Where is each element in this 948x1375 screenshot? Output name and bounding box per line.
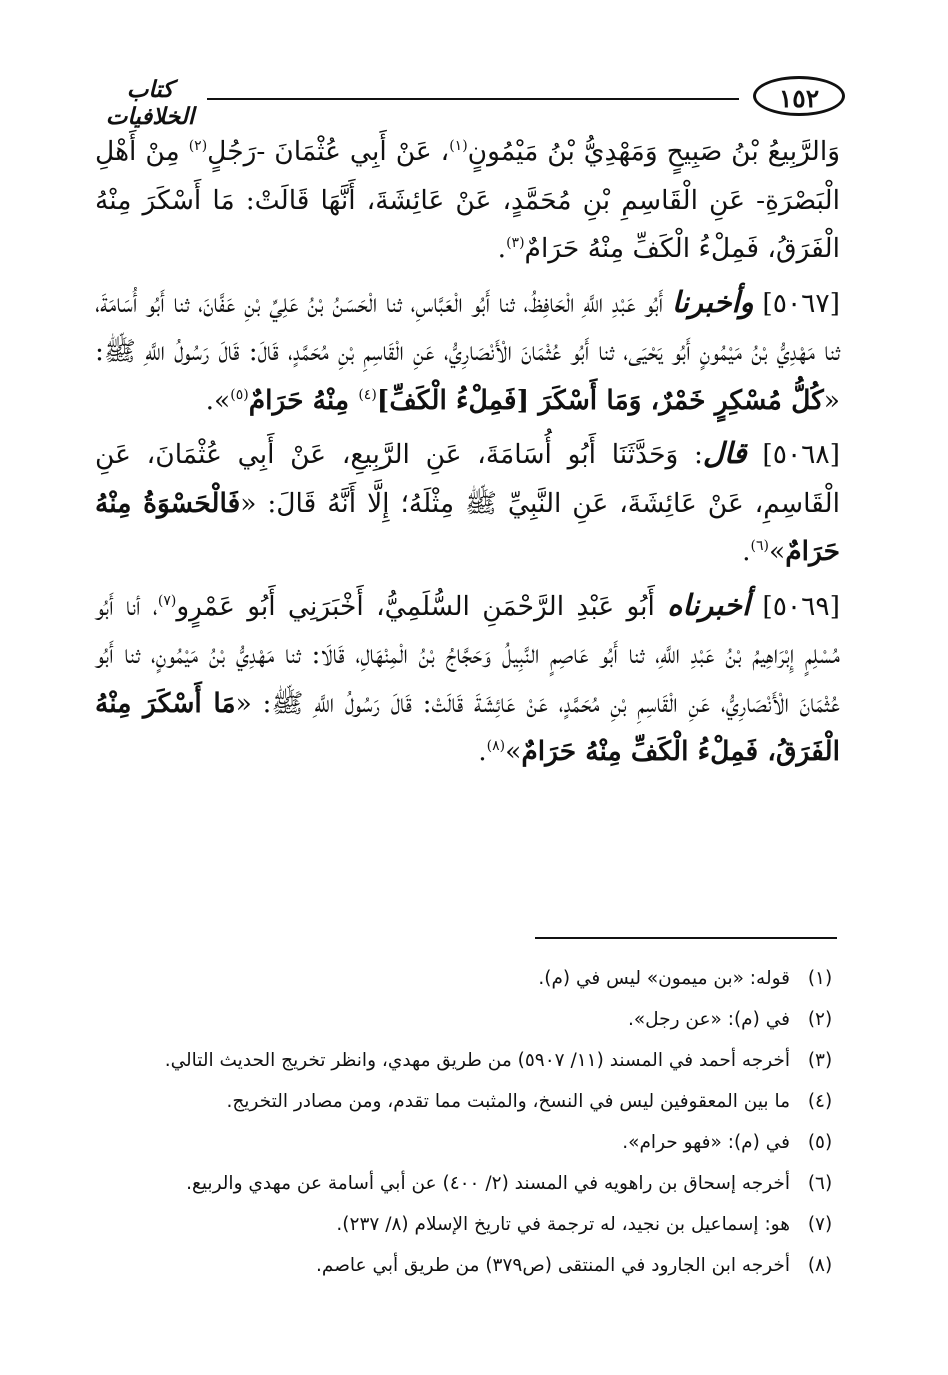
narration-keyword: وأخبرنا xyxy=(671,284,754,319)
paragraph-hadith-5069 xyxy=(95,581,840,777)
text-segment: مِنْ أَهْلِ الْبَصْرَةِ- عَنِ الْقَاسِمِ بْنِ مُحَمَّدٍ، عَنْ عَائِشَةَ، أَنَّهَا قَالَتْ: مَا أَسْكَرَ مِنْهُ الْفَرَقُ، فَمِلْءُ الْكَفِّ مِنْهُ حَرَامٌ xyxy=(95,136,840,264)
footnote-text: أخرجه إسحاق بن راهويه في المسند (٢/ ٤٠٠) عن أبي أسامة عن مهدي والربيع. xyxy=(186,1173,790,1194)
text-segment: . xyxy=(478,736,487,767)
text-segment: » xyxy=(505,736,522,767)
footnote-text: أخرجه أحمد في المسند (١١/ ٥٩٠٧) من طريق مهدي، وانظر تخريج الحديث التالي. xyxy=(164,1050,790,1071)
text-segment: وَالرَّبِيعُ بْنُ صَبِيحٍ وَمَهْدِيُّ بْنُ مَيْمُونٍ xyxy=(467,136,840,167)
text-segment: ، أنا أَبُو مُسْلِمٍ إِبْرَاهِيمُ بْنُ عَبْدِ اللَّهِ، ثنا أَبُو عَاصِمٍ النَّبِيلُ وَحَجَّاجُ بْنُ الْمِنْهَالِ، قَالَا: ثنا مَهْدِيُّ بْنُ مَيْمُونٍ، ثنا أَبُو عُثْمَانَ الْأَنْصَارِيُّ، عَنِ الْقَاسِمِ بْنِ مُحَمَّدٍ، عَنْ عَائِشَةَ قَالَتْ: قَالَ رَسُولُ اللَّهِ ﷺ: « xyxy=(95,590,840,719)
footnote-number: (٤) xyxy=(807,1091,833,1112)
footnote-number: (٣) xyxy=(807,1050,833,1071)
text-segment: أَبُو عَبْدِ اللَّهِ الْحَافِظُ، ثنا أَبُو الْعَبَّاسِ، ثنا الْحَسَنُ بْنُ عَلِيِّ بْنِ عَفَّانَ، ثنا أَبُو أُسَامَةَ، ثنا مَهْدِيُّ بْنُ مَيْمُونٍ أَبُو يَحْيَى، ثنا أَبُو عُثْمَانَ الْأَنْصَارِيُّ، عَنِ الْقَاسِمِ بْنِ مُحَمَّدٍ، قَالَ: قَالَ رَسُولُ اللَّهِ ﷺ: « xyxy=(95,287,840,416)
footnote-ref: (١) xyxy=(449,138,468,155)
main-text xyxy=(95,128,840,781)
footnote-text: في (م): «عن رجل». xyxy=(627,1009,790,1030)
footnote-item xyxy=(95,958,840,999)
footnote-ref: (٥) xyxy=(230,386,249,403)
footnote-text: أخرجه ابن الجارود في المنتقى (ص٣٧٩) من طريق أبي عاصم. xyxy=(316,1255,790,1276)
footnote-item xyxy=(95,1040,840,1081)
header-rule xyxy=(207,98,739,100)
footnote-ref: (٧) xyxy=(157,592,177,609)
hadith-text: كُلُّ مُسْكِرٍ خَمْرٌ، وَمَا أَسْكَرَ [فَمِلْءُ الْكَفِّ] xyxy=(376,384,824,416)
text-segment: [٥٠٦٧] xyxy=(753,287,840,319)
footnote-ref: (٨) xyxy=(486,738,506,755)
hadith-text: فَالْحَسْوَةُ مِنْهُ حَرَامٌ xyxy=(95,487,840,567)
footnote-number: (٧) xyxy=(807,1214,833,1235)
footnote-ref: (٤) xyxy=(358,386,377,403)
text-segment: : وَحَدَّثَنَا أَبُو أُسَامَةَ، عَنِ الرَّبِيعِ، عَنْ أَبِي عُثْمَانَ، عَنِ الْقَاسِمِ، عَنْ عَائِشَةَ، عَنِ النَّبِيِّ ﷺ مِثْلَهُ؛ إِلَّا أَنَّهُ قَالَ: « xyxy=(95,439,840,519)
footnote-ref: (٣) xyxy=(506,235,525,252)
footnote-ref: (٢) xyxy=(188,138,208,155)
text-segment: [٥٠٦٨] xyxy=(746,439,840,470)
footnote-item xyxy=(95,999,840,1040)
footnote-number: (٦) xyxy=(807,1173,833,1194)
paragraph-hadith-5067 xyxy=(95,278,840,426)
footnote-item xyxy=(95,1122,840,1163)
footnote-item xyxy=(95,1245,840,1286)
footnote-separator xyxy=(535,937,837,939)
book-title: كتاب الخلافيات xyxy=(105,76,195,130)
footnote-ref: (٦) xyxy=(750,538,769,555)
footnote-text: ما بين المعقوفين ليس في النسخ، والمثبت مما تقدم، ومن مصادر التخريج. xyxy=(226,1091,790,1112)
page-header xyxy=(95,70,845,130)
narration-keyword: أخبرناه xyxy=(667,587,751,622)
text-segment: » xyxy=(769,536,786,567)
footnote-text: هو: إسماعيل بن نجيد، له ترجمة في تاريخ الإسلام (٨/ ٢٣٧). xyxy=(336,1214,790,1235)
text-segment: أَبُو عَبْدِ الرَّحْمَنِ السُّلَمِيُّ، أَخْبَرَنِي أَبُو عَمْرٍو xyxy=(176,590,668,622)
footnote-text: قوله: «بن ميمون» ليس في (م). xyxy=(538,968,790,989)
text-segment: . xyxy=(742,536,751,567)
footnote-number: (٢) xyxy=(807,1009,833,1030)
paragraph-continuation xyxy=(95,128,840,274)
page-number: ١٥٢ xyxy=(753,76,845,116)
footnote-item xyxy=(95,1204,840,1245)
paragraph-hadith-5068 xyxy=(95,429,840,577)
footnote-number: (١) xyxy=(807,968,833,989)
footnote-number: (٥) xyxy=(807,1132,833,1153)
text-segment: [٥٠٦٩] xyxy=(750,590,840,622)
hadith-text: مِنْهُ حَرَامٌ xyxy=(248,384,359,416)
text-segment: . xyxy=(497,233,507,264)
footnote-item xyxy=(95,1163,840,1204)
footnote-item xyxy=(95,1081,840,1122)
footnote-text: في (م): «فهو حرام». xyxy=(622,1132,790,1153)
text-segment: ». xyxy=(205,384,231,416)
narration-keyword: قال xyxy=(702,436,747,470)
text-segment: ، عَنْ أَبِي عُثْمَانَ -رَجُلٍ xyxy=(207,136,450,167)
footnote-number: (٨) xyxy=(807,1255,833,1276)
hadith-text: مَا أَسْكَرَ مِنْهُ الْفَرَقُ، فَمِلْءُ الْكَفِّ مِنْهُ حَرَامٌ xyxy=(95,687,840,767)
footnotes xyxy=(95,958,840,1286)
